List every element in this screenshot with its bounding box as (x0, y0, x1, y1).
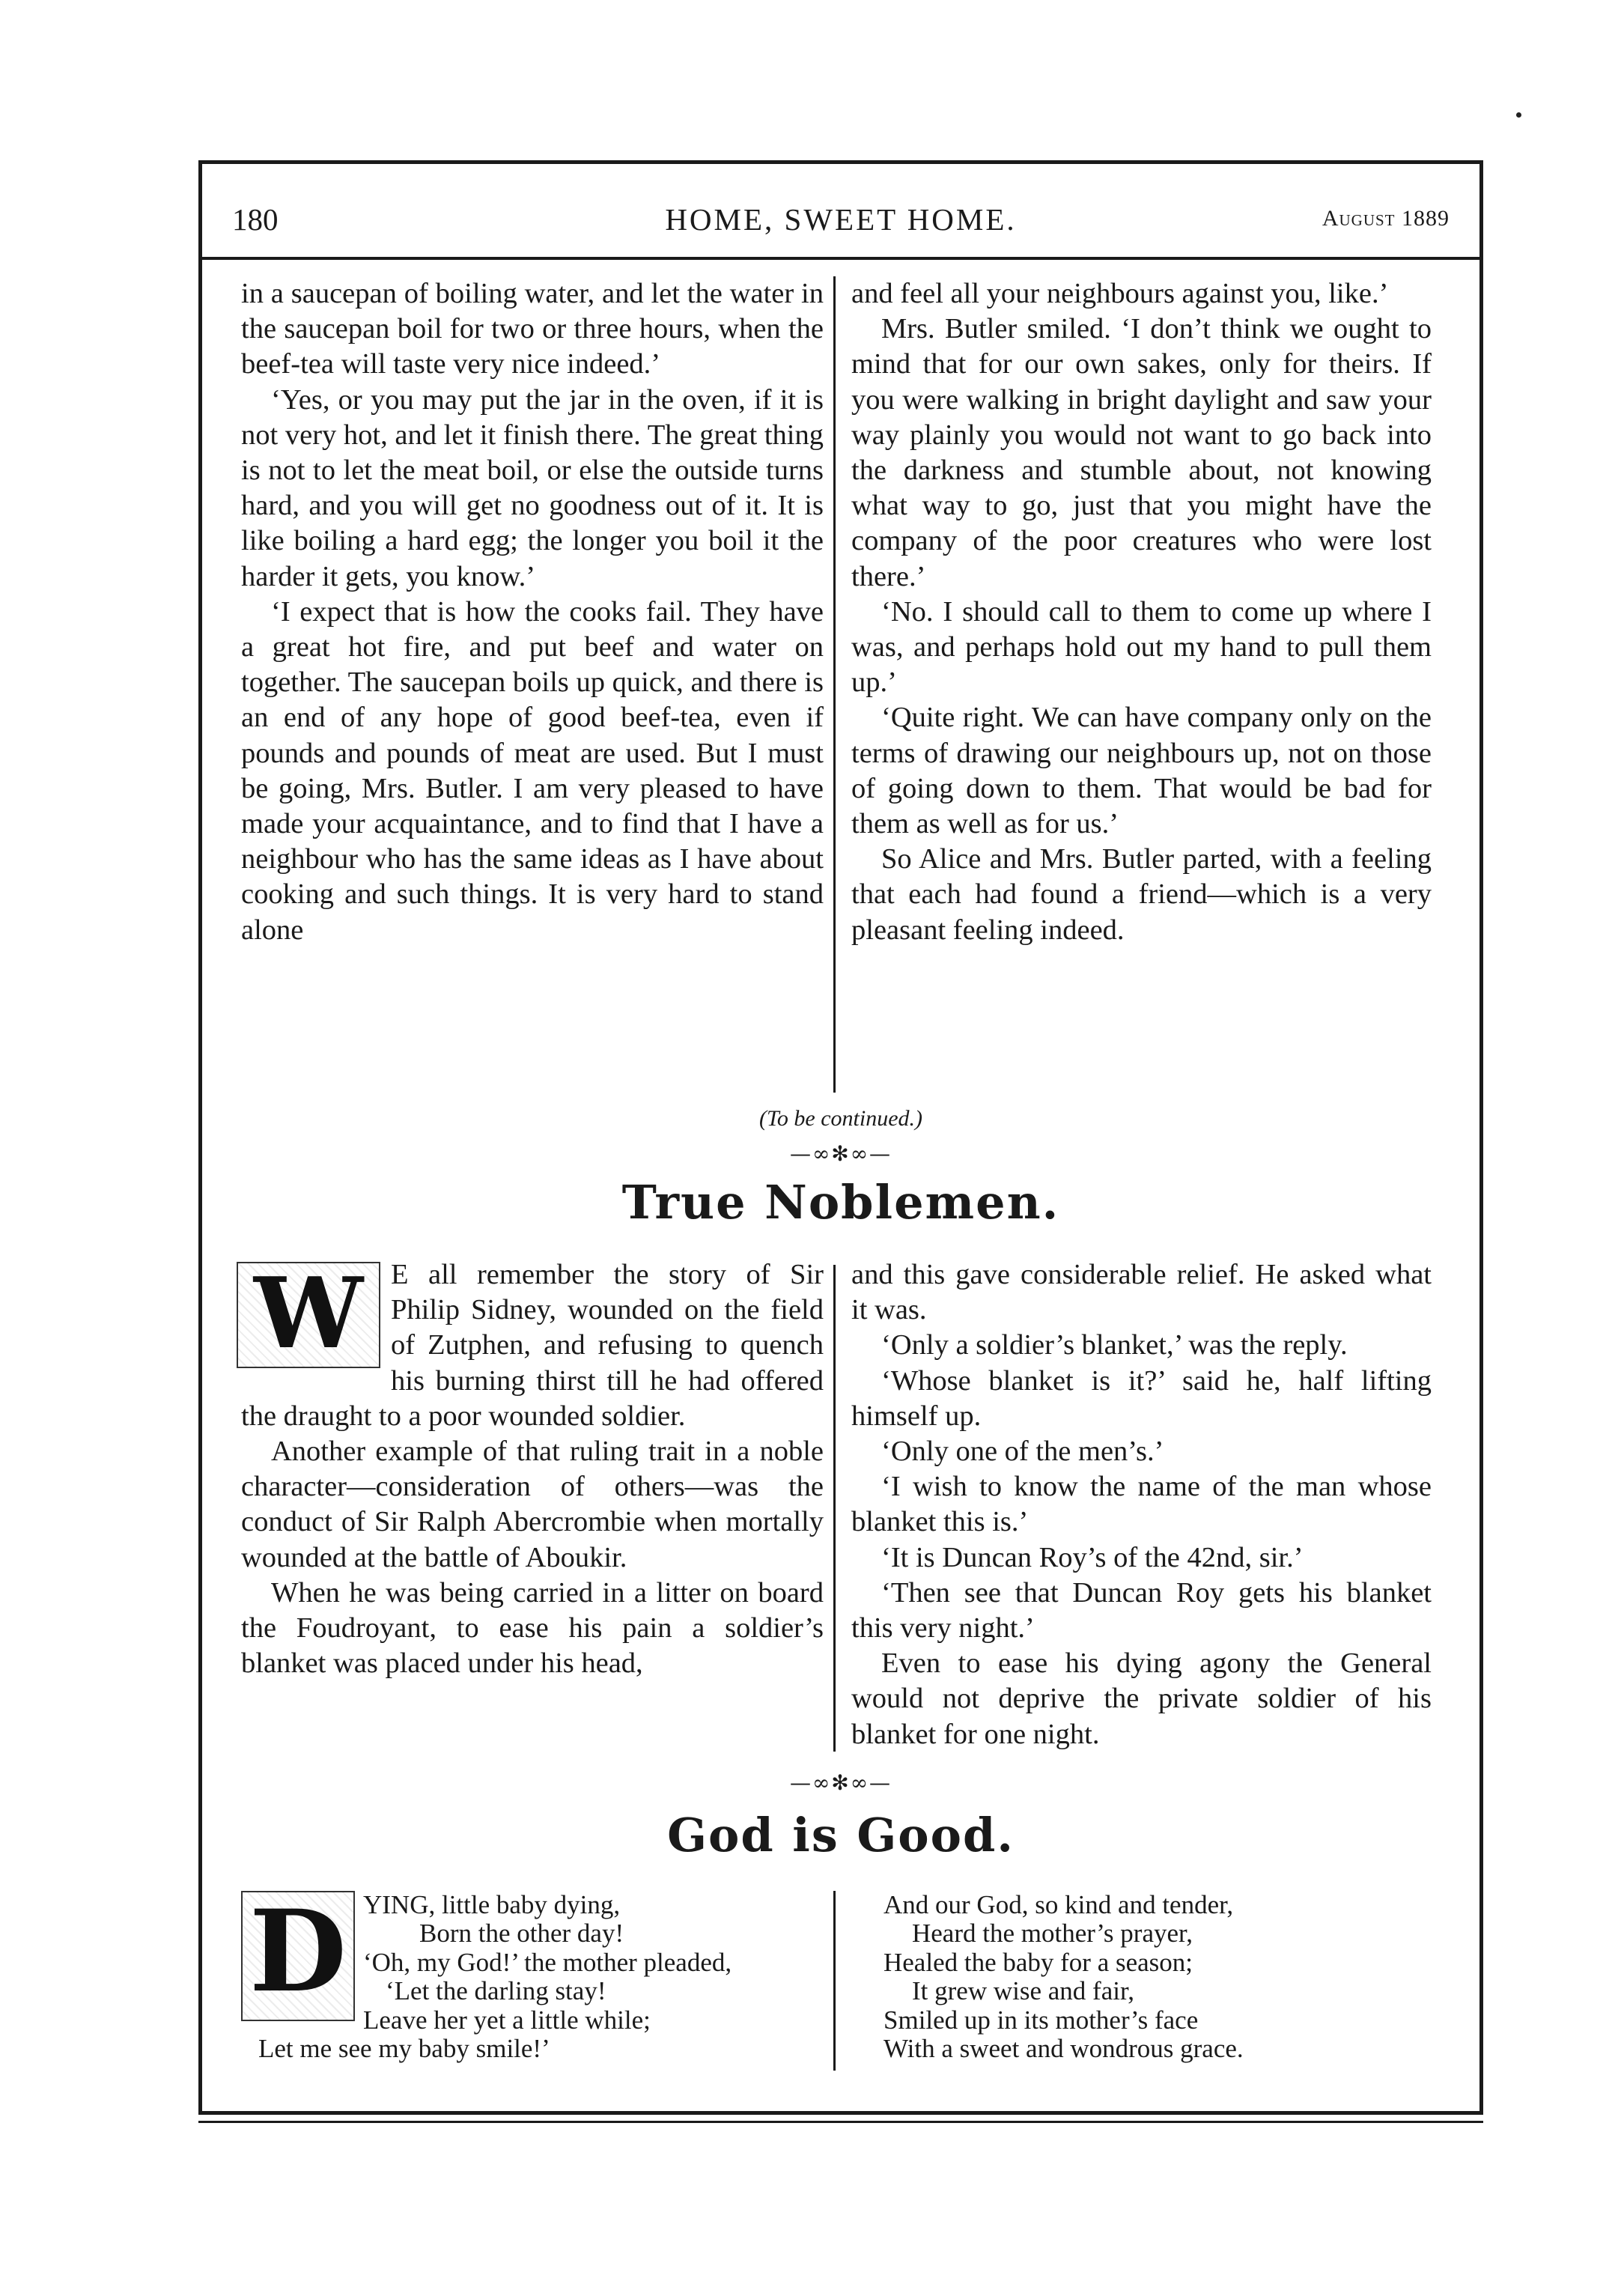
article-paragraph: and this gave considerable relief. He asked what it was. (851, 1259, 1432, 1326)
poem-line: Leave her yet a little while; (363, 2005, 651, 2035)
poem-line: Heard the mother’s prayer, (912, 1919, 1193, 1949)
story-right-column (851, 276, 1432, 948)
story-paragraph: Mrs. Butler smiled. ‘I don’t think we ought to mind that for our own sakes, only for theirs. If you were walking in bright daylight and saw your way plainly you would not want to go back into the darkness and stumble about, not knowing what way to go, just that you might have the company of the poor creatures who were lost there.’ (851, 313, 1432, 592)
story-paragraph: ‘Yes, or you may put the jar in the oven, if it is not very hot, and let it finish there. The great thing is not to let the meat boil, or else the outside turns hard, and you will get no goodness out of it. It is like boiling a hard egg; the longer you boil it the harder it gets, you know.’ (241, 383, 824, 592)
running-header (232, 201, 1450, 246)
stray-dot (1516, 112, 1521, 118)
section-ornament: —∞✻∞— (789, 1770, 892, 1795)
poem-line: And our God, so kind and tender, (883, 1890, 1234, 1919)
publication-title: HOME, SWEET HOME. (665, 202, 1017, 237)
drop-cap-w (237, 1256, 380, 1370)
poem-right-stanza (883, 1891, 1423, 2063)
drop-cap-letter: W (254, 1256, 363, 1370)
article-title: True Noblemen. (621, 1175, 1060, 1230)
article-paragraph: ‘I wish to know the name of the man whose blanket this is.’ (851, 1471, 1432, 1538)
story-left-column (241, 276, 824, 948)
article-paragraph: ‘Only one of the men’s.’ (881, 1436, 1164, 1468)
poem-line: Born the other day! (419, 1919, 624, 1949)
article-paragraph: When he was being carried in a litter on board the Foudroyant, to ease his pain a soldier’s blanket was placed under his head, (241, 1576, 824, 1680)
column-divider (833, 1891, 836, 2071)
article-paragraph: ‘It is Duncan Roy’s of the 42nd, sir.’ (881, 1541, 1304, 1573)
story-paragraph: ‘I expect that is how the cooks fail. They have a great hot fire, and put beef and water on together. The saucepan boils up quick, and there is an end of any hope of good beef-tea, even if pounds and pounds of meat are used. But I must be going, Mrs. Butler. I am very pleased to have made your acquaintance, and to find that I have a neighbour who has the same ideas as I have about cooking and such things. It is very hard to stand alone (241, 595, 824, 946)
section-ornament: —∞✻∞— (789, 1141, 892, 1166)
story-paragraph: ‘No. I should call to them to come up where I was, and perhaps hold out my hand to pull them up.’ (851, 595, 1432, 699)
column-divider (833, 1265, 836, 1752)
poem-line: Healed the baby for a season; (883, 1947, 1193, 1977)
story-paragraph: in a saucepan of boiling water, and let the water in the saucepan boil for two or three hours, when the beef-tea will taste very nice indeed.’ (241, 278, 824, 380)
poem-line: With a sweet and wondrous grace. (883, 2034, 1244, 2064)
poem-line: It grew wise and fair, (912, 1976, 1134, 2006)
article-paragraph: Even to ease his dying agony the General would not deprive the private soldier of his blanket for one night. (851, 1647, 1432, 1750)
article-paragraph: ‘Only a soldier’s blanket,’ was the reply. (881, 1329, 1348, 1361)
story-paragraph: ‘Quite right. We can have company only on the terms of drawing our neighbours up, not on those of going down to them. That would be bad for them as well as for us.’ (851, 702, 1432, 840)
article-right-column (851, 1257, 1432, 1752)
poem-line: YING, little baby dying, (363, 1890, 621, 1919)
poem-title: God is Good. (667, 1808, 1015, 1862)
article-paragraph: ‘Then see that Duncan Roy gets his blanket this very night.’ (851, 1576, 1432, 1644)
poem-line: ‘Let the darling stay! (386, 1976, 606, 2006)
header-rule (202, 257, 1479, 260)
article-paragraph: E all remember the story of Sir Philip Sidney, wounded on the field of Zutphen, and refusing to quench his burning thirst till he had offered the draught to a poor wounded soldier. (241, 1259, 824, 1432)
page-number: 180 (232, 202, 279, 237)
article-left-column (241, 1257, 824, 1681)
column-divider (833, 276, 836, 1093)
poem-line: Smiled up in its mother’s face (883, 2005, 1199, 2035)
drop-cap-letter: D (249, 1886, 347, 2017)
story-paragraph: and feel all your neighbours against you, like.’ (851, 278, 1389, 309)
article-paragraph: Another example of that ruling trait in a noble character—consideration of others—was the conduct of Sir Ralph Abercrombie when mortally wounded at the battle of Aboukir. (241, 1436, 824, 1573)
story-paragraph: So Alice and Mrs. Butler parted, with a feeling that each had found a friend—which is a very pleasant feeling indeed. (851, 843, 1432, 946)
poem-line: ‘Oh, my God!’ the mother pleaded, (363, 1947, 732, 1977)
issue-date: August 1889 (1322, 206, 1450, 231)
poem-left-stanza (202, 1891, 801, 2063)
to-be-continued: (To be continued.) (758, 1106, 923, 1131)
poem-line: Let me see my baby smile!’ (258, 2034, 550, 2064)
page-frame (198, 160, 1483, 2115)
article-paragraph: ‘Whose blanket is it?’ said he, half lifting himself up. (851, 1364, 1432, 1432)
